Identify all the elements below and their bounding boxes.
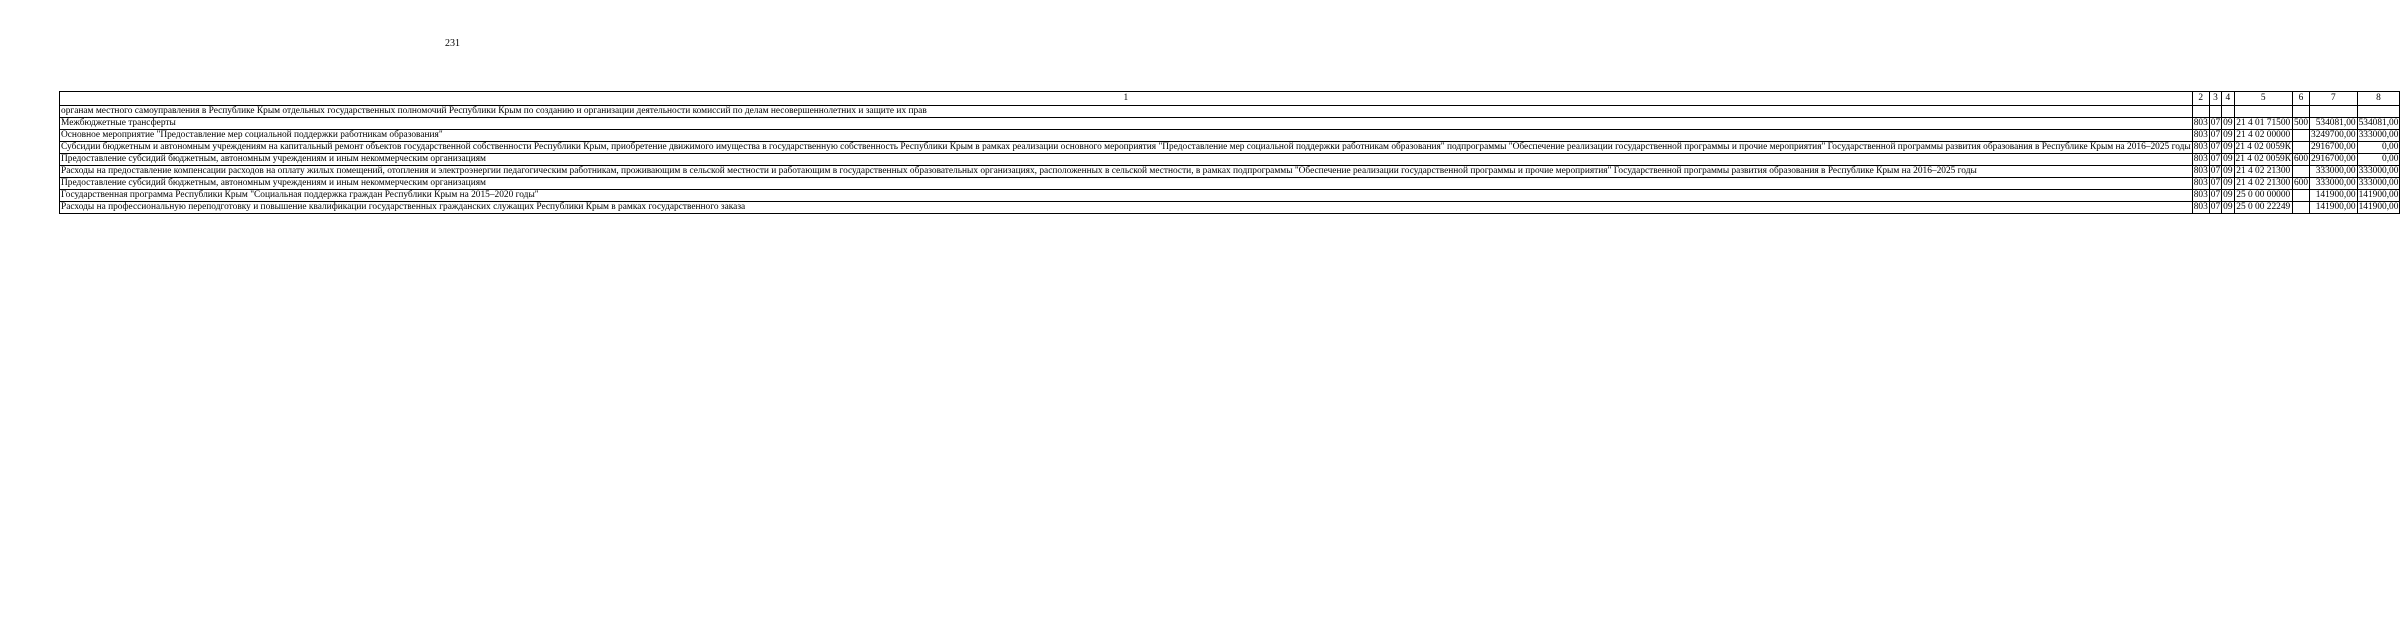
table-row	[60, 106, 2400, 118]
row-section: 07	[2210, 118, 2221, 128]
row-sum-2: 333000,00	[2358, 178, 2399, 188]
table-row	[60, 154, 2400, 166]
row-name: Основное мероприятие "Предоставление мер социальной поддержки работникам образования"	[60, 130, 2193, 142]
row-expense-type	[2292, 142, 2309, 154]
row-target-code: 21 4 01 71500	[2234, 118, 2292, 130]
row-target-code: 21 4 02 0059К	[2235, 142, 2291, 152]
row-subsection: 09	[2223, 118, 2233, 128]
row-target-code: 25 0 00 22249	[2234, 202, 2292, 214]
header-col-3: 3	[2209, 92, 2221, 106]
row-target-code: 21 4 02 21300	[2234, 178, 2292, 190]
row-ved: 803	[2193, 178, 2208, 188]
row-sum-1: 141900,00	[2310, 190, 2358, 202]
row-expense-type	[2292, 106, 2309, 118]
row-target-code: 21 4 02 00000	[2234, 130, 2292, 142]
row-section	[2209, 106, 2221, 118]
row-expense-type	[2292, 166, 2309, 178]
row-section: 07	[2210, 190, 2221, 200]
header-col-2: 2	[2192, 92, 2209, 106]
row-subsection: 09	[2223, 190, 2233, 200]
table-row	[60, 202, 2400, 214]
row-sum-2: 534081,00	[2358, 118, 2399, 128]
row-expense-type	[2292, 202, 2309, 214]
row-name: Субсидии бюджетным и автономным учреждениям на капитальный ремонт объектов государственной собственности Республики Крым, приобретение движимого имущества в государственную собственность Республики Крым в рамках реализации основного мероприятия "Предоставление мер социальной поддержки работникам образования" подпрограммы "Обеспечение реализации государственной программы и прочие мероприятия" Государственной программы развития образования в Республике Крым на 2016–2025 годы	[61, 142, 2191, 152]
table-row	[60, 130, 2400, 142]
row-target-code: 25 0 00 00000	[2234, 190, 2292, 202]
row-subsection: 09	[2223, 202, 2233, 212]
row-name: Государственная программа Республики Крым "Социальная поддержка граждан Республики Крым на 2015–2020 годы"	[60, 190, 2193, 202]
row-ved: 803	[2193, 166, 2208, 176]
table-row	[60, 166, 2400, 178]
row-ved	[2192, 106, 2209, 118]
row-sum-2: 141900,00	[2358, 190, 2399, 200]
budget-table	[59, 91, 2400, 214]
table-body	[60, 106, 2400, 214]
row-sum-1: 333000,00	[2310, 166, 2358, 178]
row-sum-1: 534081,00	[2310, 118, 2358, 130]
row-sum-2: 333000,00	[2358, 130, 2399, 140]
row-sum-2: 0,00	[2357, 142, 2400, 154]
row-subsection: 09	[2223, 178, 2233, 188]
row-target-code: 21 4 02 0059К	[2235, 154, 2291, 164]
row-name: Предоставление субсидий бюджетным, автономным учреждениям и иным некоммерческим организациям	[60, 154, 2193, 166]
row-sum-1: 2916700,00	[2311, 154, 2356, 164]
row-section: 07	[2210, 178, 2221, 188]
row-ved: 803	[2193, 118, 2208, 128]
row-subsection: 09	[2223, 166, 2233, 176]
row-name: Расходы на профессиональную переподготовку и повышение квалификации государственных гражданских служащих Республики Крым в рамках государственного заказа	[60, 202, 2193, 214]
header-col-4: 4	[2222, 92, 2234, 106]
row-sum-2: 141900,00	[2358, 202, 2399, 212]
row-ved: 803	[2193, 130, 2208, 140]
row-sum-1: 141900,00	[2310, 202, 2358, 214]
row-section: 07	[2210, 130, 2221, 140]
row-expense-type	[2292, 190, 2309, 202]
row-expense-type: 600	[2293, 154, 2309, 164]
row-sum-2: 333000,00	[2358, 166, 2399, 176]
row-subsection: 09	[2223, 130, 2233, 140]
table-header	[60, 92, 2400, 106]
row-name: Межбюджетные трансферты	[60, 118, 2193, 130]
row-subsection: 09	[2223, 142, 2233, 152]
table-row	[60, 190, 2400, 202]
row-sum-2	[2357, 106, 2400, 118]
header-col-8: 8	[2357, 92, 2400, 106]
row-ved: 803	[2193, 190, 2208, 200]
row-section: 07	[2210, 142, 2221, 152]
row-section: 07	[2210, 202, 2221, 212]
header-col-7: 7	[2310, 92, 2358, 106]
table-row	[60, 178, 2400, 190]
row-sum-1: 2916700,00	[2311, 142, 2356, 152]
header-row	[60, 92, 2400, 106]
row-target-code: 21 4 02 21300	[2234, 166, 2292, 178]
header-col-1: 1	[60, 92, 2193, 106]
table-row	[60, 142, 2400, 154]
row-section: 07	[2210, 166, 2221, 176]
row-sum-1: 333000,00	[2310, 178, 2358, 190]
header-col-5: 5	[2234, 92, 2292, 106]
header-col-6: 6	[2292, 92, 2309, 106]
row-name: органам местного самоуправления в Республике Крым отдельных государственных полномочий Республики Крым по созданию и организации деятельности комиссий по делам несовершеннолетних и защите их прав	[60, 106, 2193, 118]
row-subsection: 09	[2223, 154, 2233, 164]
row-target-code	[2234, 106, 2292, 118]
table-row	[60, 118, 2400, 130]
row-ved: 803	[2193, 154, 2208, 164]
row-expense-type: 600	[2293, 178, 2309, 188]
row-sum-2: 0,00	[2357, 154, 2400, 166]
row-name: Расходы на предоставление компенсации расходов на оплату жилых помещений, отопления и электроэнергии педагогическим работникам, проживающим в сельской местности и работающим в государственных образовательных организациях, расположенных в сельской местности, в рамках подпрограммы "Обеспечение реализации государственной программы и прочие мероприятия" Государственной программы развития образования в Республике Крым на 2016–2025 годы	[60, 166, 2193, 178]
row-ved: 803	[2193, 202, 2208, 212]
row-name: Предоставление субсидий бюджетным, автономным учреждениям и иным некоммерческим организациям	[60, 178, 2193, 190]
row-sum-1: 3249700,00	[2311, 130, 2356, 140]
row-subsection	[2222, 106, 2234, 118]
row-expense-type: 500	[2293, 118, 2309, 128]
row-ved: 803	[2193, 142, 2208, 152]
row-expense-type	[2292, 130, 2309, 142]
row-sum-1	[2310, 106, 2358, 118]
row-section: 07	[2210, 154, 2221, 164]
page-number: 231	[445, 38, 460, 49]
